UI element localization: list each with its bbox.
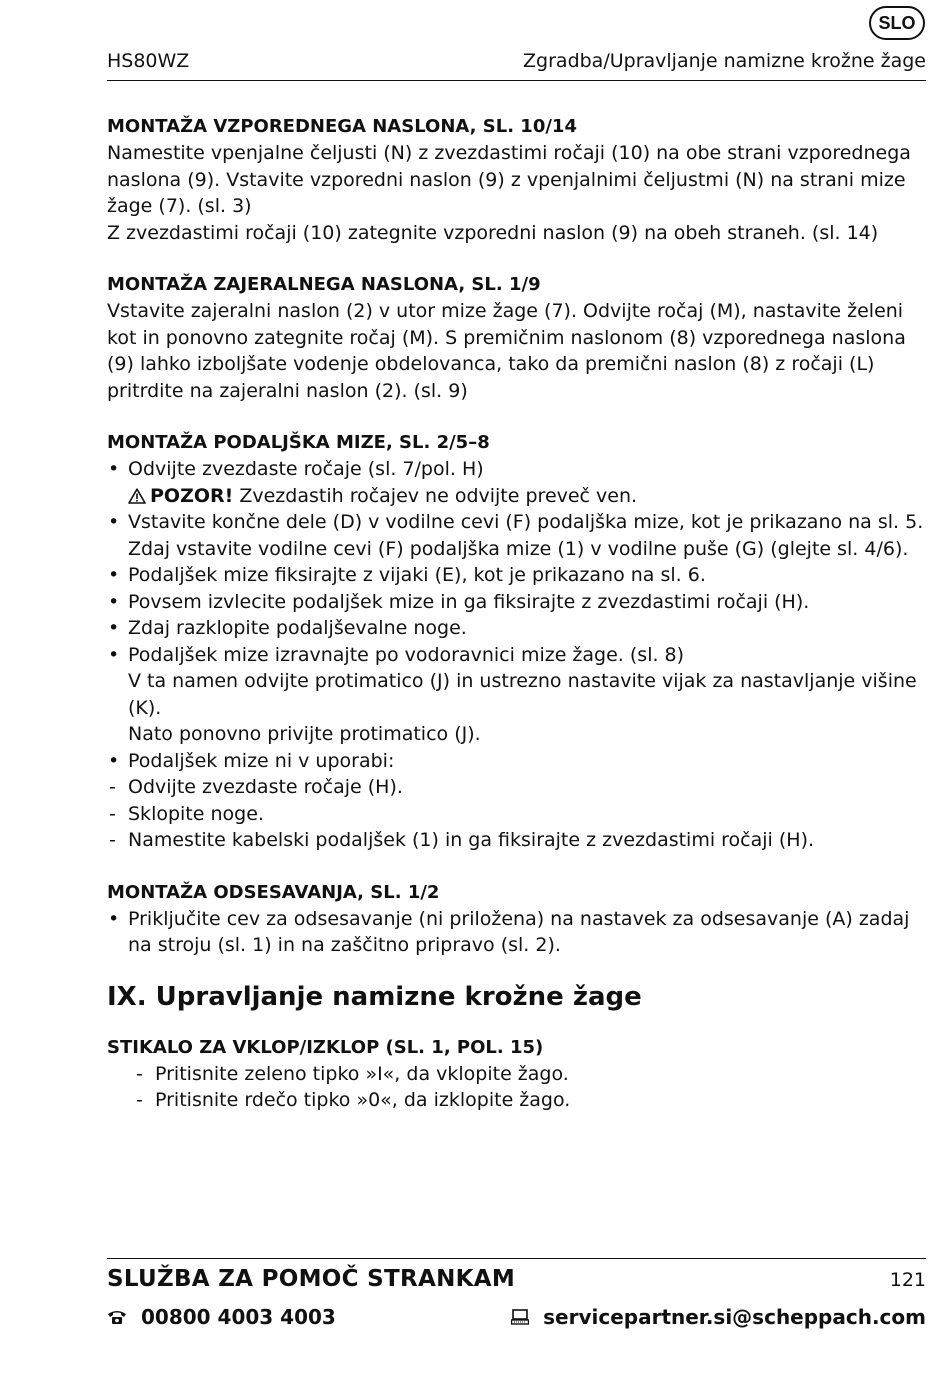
list-item: • Povsem izvlecite podaljšek mize in ga fiksirajte z zvezdastimi ročaji (H). [107,589,927,616]
list-item: • Vstavite končne dele (D) v vodilne cevi (F) podaljška mize, kot je prikazano na sl. 5. Zdaj vstavite vodilne cevi (F) podaljška mize (1) v vodilne puše (G) (glejte sl. 4/6). [107,509,927,562]
email-link[interactable]: servicepartner.si@scheppach.com [543,1305,926,1329]
model-name: HS80WZ [107,50,190,72]
footer-phone [107,1305,336,1329]
footer-email [511,1305,926,1329]
dash-list [107,1061,927,1114]
list-item: • Podaljšek mize ni v uporabi: [107,748,927,775]
page-number: 121 [889,1269,926,1291]
computer-icon [511,1309,529,1325]
list-item: - Pritisnite rdečo tipko »0«, da izklopite žago. [134,1087,927,1114]
warning-label: POZOR! [150,484,234,507]
heading-on-off-switch: STIKALO ZA VKLOP/IZKLOP (SL. 1, POL. 15) [107,1036,544,1058]
list-item: • Odvijte zvezdaste ročaje (sl. 7/pol. H) POZOR! Zvezdastih ročajev ne odvijte preveč ven. [107,456,927,509]
heading-table-extension: MONTAŽA PODALJŠKA MIZE, SL. 2/5–8 [107,432,490,453]
heading-dust-extraction: MONTAŽA ODSESAVANJA, SL. 1/2 [107,881,440,903]
heading-mitre-fence: MONTAŽA ZAJERALNEGA NASLONA, SL. 1/9 [107,274,541,295]
list-item: • Podaljšek mize izravnajte po vodoravnici mize žage. (sl. 8) V ta namen odvijte protimatico (J) in ustrezno nastavite vijak za nastavljanje višine (K). Nato ponovno privijte protimatico (J). [107,642,927,748]
bullet-list [107,906,927,959]
phone-number[interactable]: 00800 4003 4003 [141,1305,336,1329]
list-item: - Pritisnite zeleno tipko »I«, da vklopite žago. [134,1061,927,1088]
paragraph: Z zvezdastimi ročaji (10) zategnite vzporedni naslon (9) na obeh straneh. (sl. 14) [107,221,879,244]
footer-divider [107,1258,926,1259]
warning-icon [128,488,146,504]
language-badge [869,6,925,40]
paragraph: Namestite vpenjalne čeljusti (N) z zvezdastimi ročaji (10) na obe strani vzporednega naslona (9). Vstavite vzporedni naslon (9) z vpenjalnimi čeljustmi (N) na strani mize žage (7). (sl. 3) [107,142,911,217]
page-content [107,114,927,1114]
dash-list [107,774,927,854]
list-item: - Sklopite noge. [107,801,927,828]
heading-parallel-fence: MONTAŽA VZPOREDNEGA NASLONA, SL. 10/14 [107,116,577,137]
footer-title: SLUŽBA ZA POMOČ STRANKAM [107,1266,516,1292]
paragraph: Vstavite zajeralni naslon (2) v utor mize žage (7). Odvijte ročaj (M), nastavite želeni kot in ponovno zategnite ročaj (M). S premičnim naslonom (8) vzporednega naslona (9) lahko izboljšate vodenje obdelovanca, tako da premični naslon (8) z ročaji (L) pritrdite na zajeralni naslon (2). (sl. 9) [107,300,906,402]
bullet-list [107,456,927,774]
language-code: SLO [878,12,916,33]
telephone-icon [107,1309,127,1325]
list-item: - Namestite kabelski podaljšek (1) in ga fiksirajte z zvezdastimi ročaji (H). [107,827,927,854]
list-item: • Zdaj razklopite podaljševalne noge. [107,615,927,642]
page-header [107,50,926,81]
list-item: - Odvijte zvezdaste ročaje (H). [107,774,927,801]
section-title: Zgradba/Upravljanje namizne krožne žage [523,50,926,72]
section-title-operation: IX. Upravljanje namizne krožne žage [107,981,642,1012]
warning-text: Zvezdastih ročajev ne odvijte preveč ven. [233,484,638,507]
list-item: • Priključite cev za odsesavanje (ni priložena) na nastavek za odsesavanje (A) zadaj na stroju (sl. 1) in na zaščitno pripravo (sl. 2). [107,906,927,959]
list-item: • Podaljšek mize fiksirajte z vijaki (E), kot je prikazano na sl. 6. [107,562,927,589]
